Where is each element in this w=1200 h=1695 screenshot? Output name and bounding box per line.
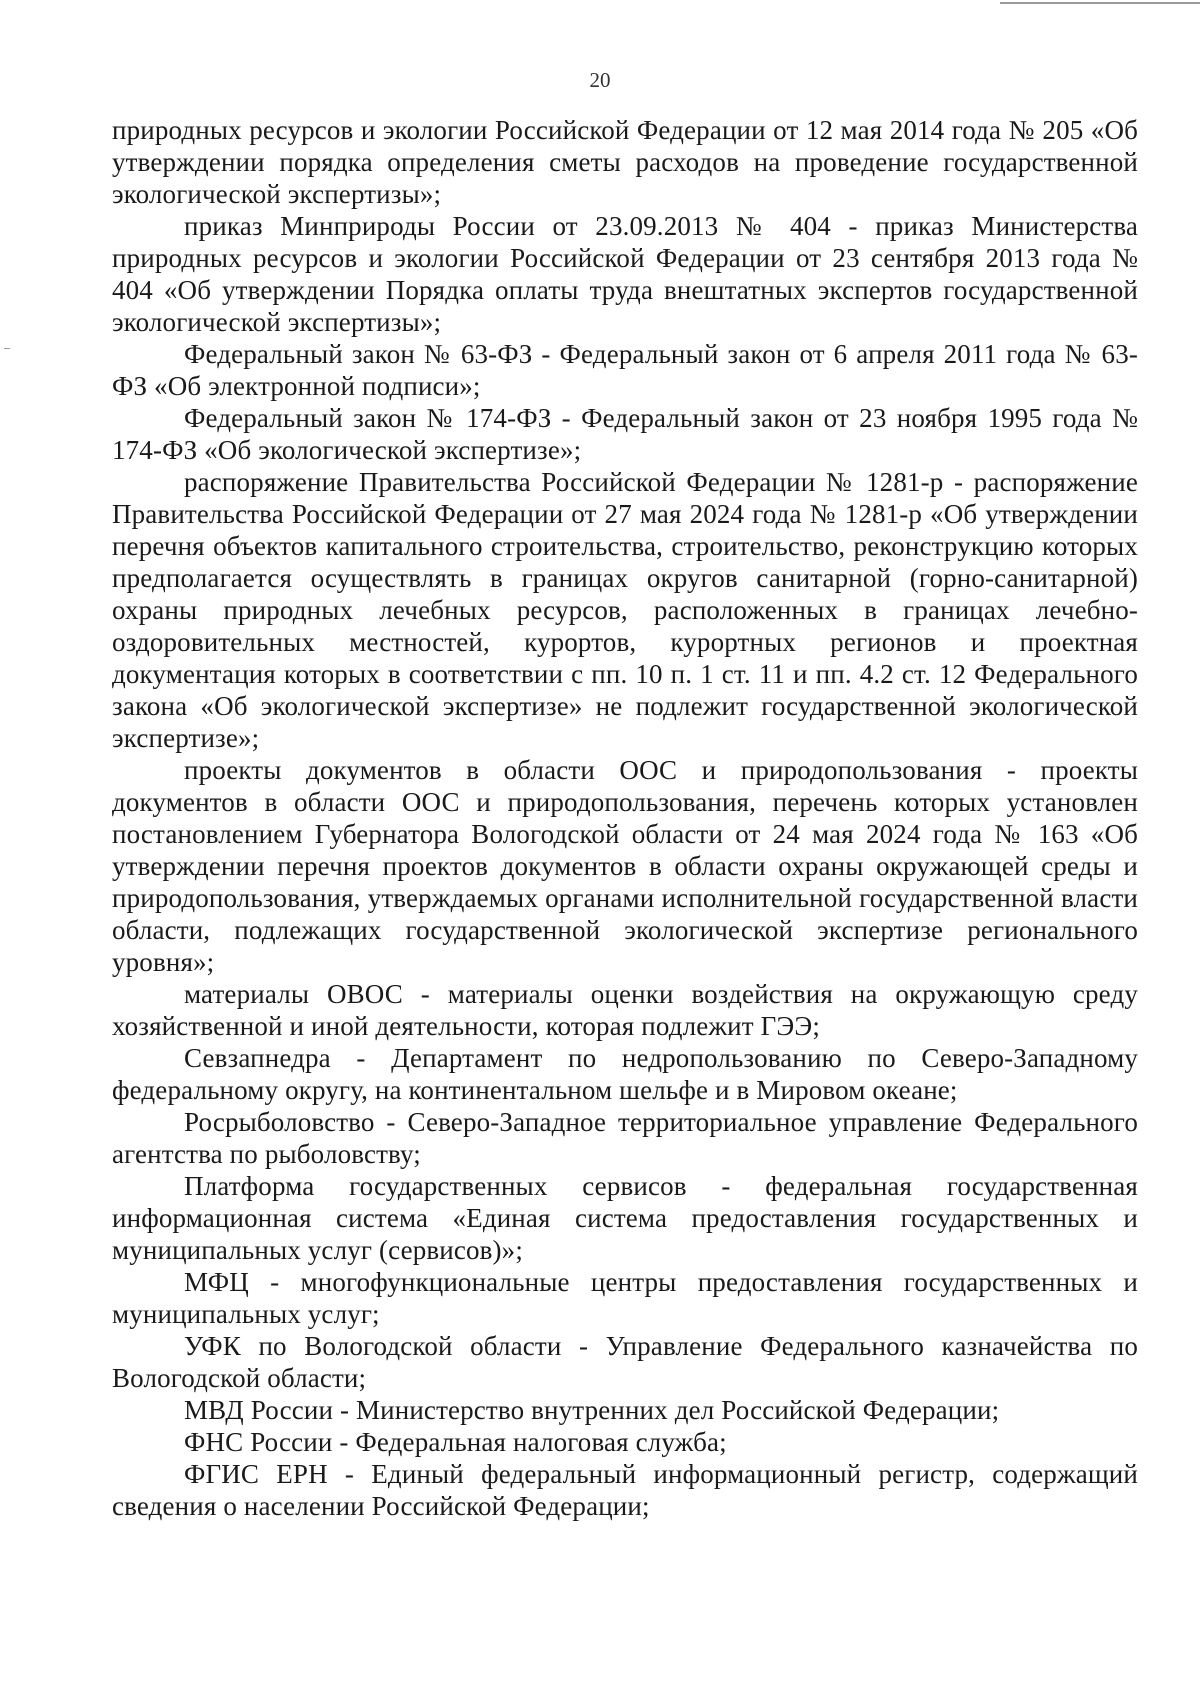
paragraph-definition: Федеральный закон № 174-ФЗ - Федеральный закон от 23 ноября 1995 года № 174-ФЗ «Об экологической экспертизе»; (112, 403, 1138, 465)
paragraph-definition: ФНС России - Федеральная налоговая служба; (184, 1427, 727, 1457)
scan-edge-line (1000, 2, 1200, 4)
paragraph-definition: МВД России - Министерство внутренних дел Российской Федерации; (184, 1395, 1000, 1425)
paragraph-definition: материалы ОВОС - материалы оценки воздействия на окружающую среду хозяйственной и иной деятельности, которая подлежит ГЭЭ; (112, 979, 1138, 1041)
scan-margin-mark (4, 348, 10, 349)
paragraph-definition: Севзапнедра - Департамент по недропользованию по Северо-Западному федеральному округу, на континентальном шельфе и в Мировом океане; (112, 1043, 1138, 1105)
paragraph-definition: Росрыболовство - Северо-Западное территориальное управление Федерального агентства по рыболовству; (112, 1107, 1138, 1169)
document-body (112, 114, 1138, 1522)
paragraph-definition: МФЦ - многофункциональные центры предоставления государственных и муниципальных услуг; (112, 1267, 1138, 1329)
paragraph-definition: проекты документов в области ООС и природопользования - проекты документов в области ООС и природопользования, перечень которых установлен постановлением Губернатора Вологодской области от 24 мая 2024 года № 163 «Об утверждении перечня проектов документов в области охраны окружающей среды и природопользования, утверждаемых органами исполнительной государственной власти области, подлежащих государственной экологической экспертизе регионального уровня»; (112, 755, 1138, 977)
paragraph-definition: приказ Минприроды России от 23.09.2013 № 404 - приказ Министерства природных ресурсов и экологии Российской Федерации от 23 сентября 2013 года № 404 «Об утверждении Порядка оплаты труда внештатных экспертов государственной экологической экспертизы»; (112, 211, 1138, 337)
page-number: 20 (589, 68, 611, 92)
paragraph-definition: распоряжение Правительства Российской Федерации № 1281-р - распоряжение Правительства Российской Федерации от 27 мая 2024 года № 1281-р «Об утверждении перечня объектов капитального строительства, строительство, реконструкцию которых предполагается осуществлять в границах округов санитарной (горно-санитарной) охраны природных лечебных ресурсов, расположенных в границах лечебно-оздоровительных местностей, курортов, курортных регионов и проектная документация которых в соответствии с пп. 10 п. 1 ст. 11 и пп. 4.2 ст. 12 Федерального закона «Об экологической экспертизе» не подлежит государственной экологической экспертизе»; (112, 467, 1138, 753)
paragraph-definition: Федеральный закон № 63-ФЗ - Федеральный закон от 6 апреля 2011 года № 63-ФЗ «Об электронной подписи»; (112, 339, 1138, 401)
paragraph-definition: ФГИС ЕРН - Единый федеральный информационный регистр, содержащий сведения о населении Российской Федерации; (112, 1459, 1138, 1521)
paragraph-definition: УФК по Вологодской области - Управление Федерального казначейства по Вологодской области; (112, 1331, 1138, 1393)
paragraph-definition: Платформа государственных сервисов - федеральная государственная информационная система «Единая система предоставления государственных и муниципальных услуг (сервисов)»; (112, 1171, 1138, 1265)
paragraph-continued: природных ресурсов и экологии Российской Федерации от 12 мая 2014 года № 205 «Об утверждении порядка определения сметы расходов на проведение государственной экологической экспертизы»; (112, 115, 1138, 209)
